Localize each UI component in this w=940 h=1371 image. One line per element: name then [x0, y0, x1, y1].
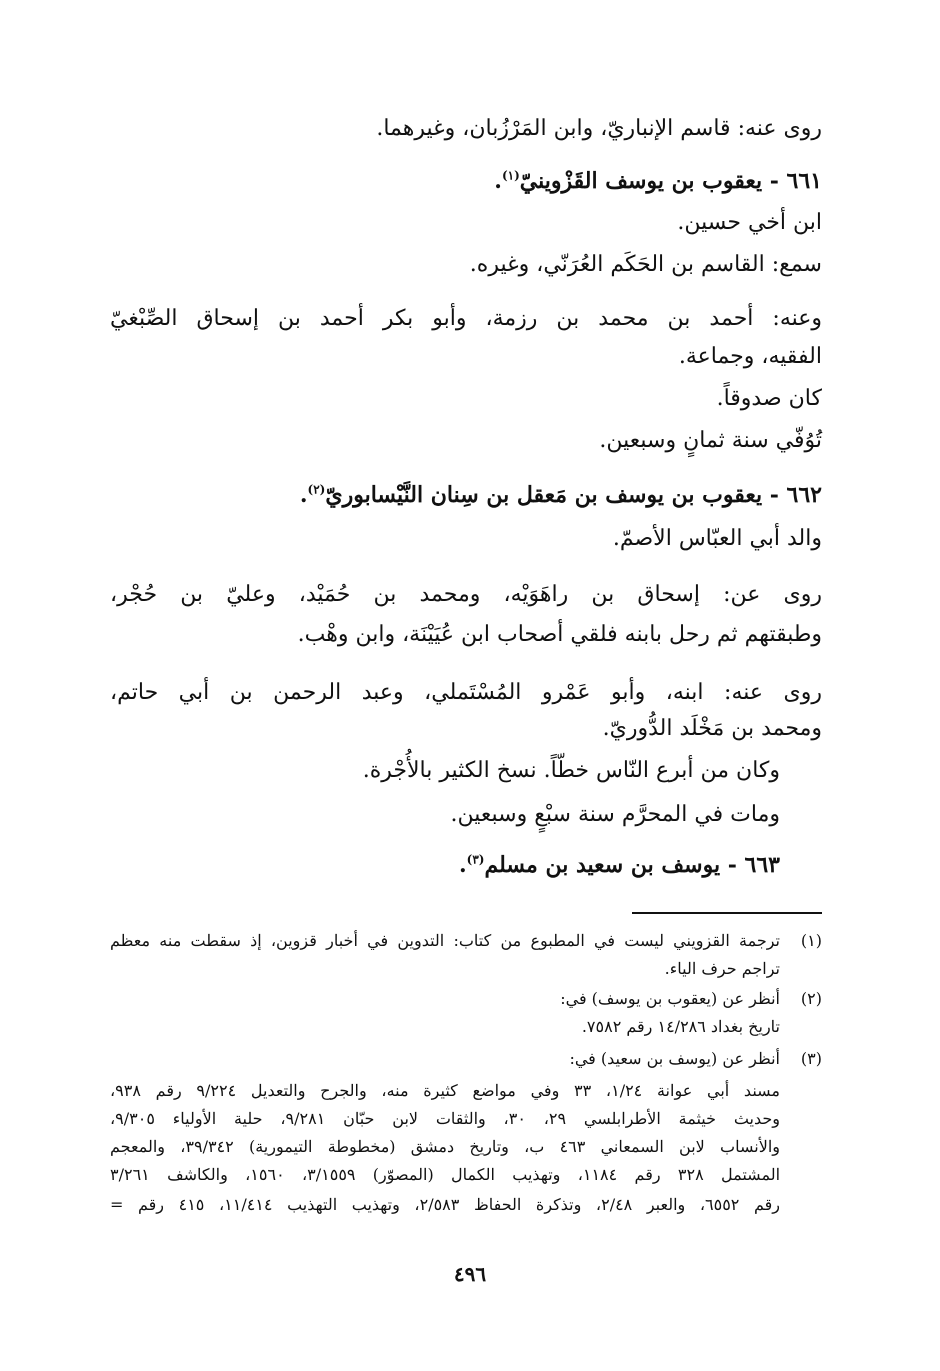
- footnote-line: مسند أبي عوانة ١/٢٤، ٣٣ وفي مواضع كثيرة منه، والجرح والتعديل ٩/٢٢٤ رقم ٩٣٨،: [110, 1081, 781, 1100]
- footnote-line: تراجم حرف الياء.: [664, 959, 780, 978]
- footnote-line: رقم ٦٥٥٢، والعبر ٢/٤٨، وتذكرة الحفاظ ٢/٥٨٣، وتهذيب التهذيب ١١/٤١٤، ٤١٥ رقم =: [110, 1195, 780, 1214]
- text-line: تُوُفّي سنة ثمانٍ وسبعين.: [599, 428, 822, 453]
- footnote-line: وحديث خيثمة الأطرابلسي ٢٩، ٣٠، والثقات لابن حبّان ٩/٢٨١، حلية الأولياء ٩/٣٠٥،: [110, 1109, 781, 1128]
- text-line: وطبقتهم ثم رحل بابنه فلقي أصحاب ابن عُيَيْنَة، وابن وهْب.: [297, 622, 822, 647]
- text-line: الفقيه، وجماعة.: [678, 344, 822, 369]
- text-line: وعنه: أحمد بن محمد بن رزمة، وأبو بكر أحمد بن إسحاق الصِّبْغيّ: [110, 306, 823, 331]
- footnote-line: أنظر عن (يوسف بن سعيد) في:: [569, 1049, 780, 1068]
- text-line: ابن أخي حسين.: [677, 210, 822, 235]
- text-line: روى عن: إسحاق بن راهَوَيْه، ومحمد بن حُمَيْد، وعليّ بن حُجْر،: [110, 582, 822, 607]
- footnote-number: (٢): [800, 989, 822, 1008]
- footnote-ref-3: (٣): [466, 852, 485, 867]
- text-line: روى عنه: قاسم الإنباريّ، وابن المَرْزُبان، وغيرهما.: [376, 116, 822, 141]
- entry-662-title: ٦٦٢ - يعقوب بن يوسف بن مَعقل بن سِنان النَّيْسابوريّ: [325, 482, 822, 508]
- page-number: ٤٩٦: [453, 1262, 487, 1286]
- entry-661-heading: ٦٦١ - يعقوب بن يوسف القَزْوينيّ$^{(١)}$.: [494, 168, 822, 194]
- footnote-ref-1: (١): [501, 168, 520, 183]
- text-line: سمع: القاسم بن الحَكَم العُرَنّي، وغيره.: [469, 252, 822, 277]
- footnote-line: والأنساب لابن السمعاني ٤٦٣ ب، وتاريخ دمشق (مخطوطة التيمورية) ٣٩/٣٤٢، والمعجم: [110, 1137, 780, 1156]
- entry-663-title: ٦٦٣ - يوسف بن سعيد بن مسلم: [484, 852, 780, 878]
- footnote-line: أنظر عن (يعقوب بن يوسف) في:: [560, 989, 780, 1008]
- text-line: روى عنه: ابنه، وأبو عَمْرو المُسْتَملي، وعبد الرحمن بن أبي حاتم،: [110, 680, 822, 705]
- footnote-line: المشتمل ٣٢٨ رقم ١١٨٤، وتهذيب الكمال (المصوّر) ٣/١٥٥٩، ١٥٦٠، والكاشف ٣/٢٦١: [110, 1165, 781, 1184]
- text-line: والد أبي العبّاس الأصمّ.: [612, 526, 822, 551]
- text-line: ومحمد بن مَخْلَد الدُّوريّ.: [602, 716, 822, 741]
- entry-662-heading: ٦٦٢ - يعقوب بن يوسف بن مَعقل بن سِنان النَّيْسابوريّ$^{(٢)}$.: [299, 482, 822, 508]
- footnote-line: تاريخ بغداد ١٤/٢٨٦ رقم ٧٥٨٢.: [581, 1017, 780, 1036]
- footnote-number: (٣): [800, 1049, 822, 1068]
- text-line: وكان من أبرع النّاس خطّاً. نسخ الكثير بالأُجْرة.: [362, 758, 780, 783]
- footnote-number: (١): [800, 931, 822, 950]
- footnote-divider: [632, 912, 822, 914]
- footnote-line: ترجمة القزويني ليست في المطبوع من كتاب: التدوين في أخبار قزوين، إذ سقطت منه معظم: [110, 931, 780, 950]
- footnote-ref-2: (٢): [307, 482, 326, 497]
- text-line: كان صدوقاً.: [716, 386, 822, 411]
- entry-663-heading: ٦٦٣ - يوسف بن سعيد بن مسلم$^{(٣)}$.: [458, 852, 780, 878]
- text-line: ومات في المحرَّم سنة سبْعٍ وسبعين.: [450, 802, 780, 827]
- entry-661-title: ٦٦١ - يعقوب بن يوسف القَزْوينيّ: [519, 168, 822, 194]
